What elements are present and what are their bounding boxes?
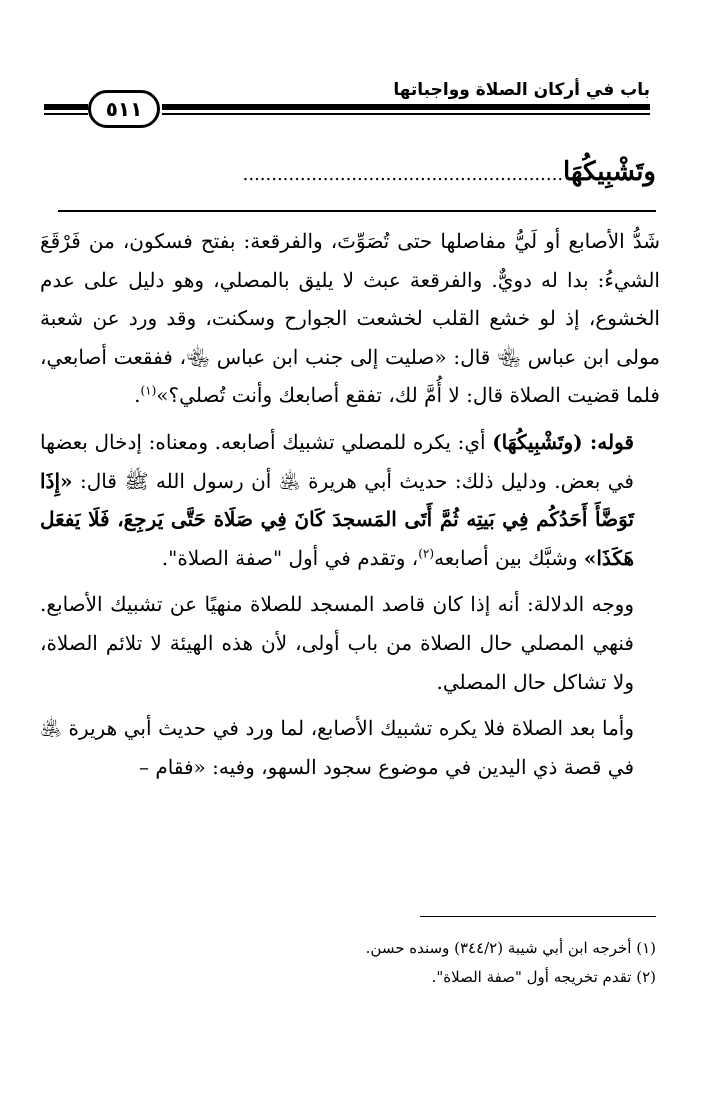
paragraph-1 [40, 222, 660, 415]
paragraph-2-end: ، وتقدم في أول "صفة الصلاة". [161, 545, 419, 570]
footnote-separator [420, 916, 656, 917]
matn-dots: ........................................................ [242, 164, 564, 185]
matn-line [40, 152, 656, 192]
header-rule-left [44, 104, 88, 118]
commentary-body [40, 222, 660, 786]
header-rule [162, 104, 650, 118]
footnote-ref-2: (٢) [418, 546, 435, 561]
paragraph-2-text: أي: يكره للمصلي تشبيك أصابعه. ومعناه: إدخال بعضها في بعض. ودليل ذلك: حديث أبي هريرة ﵁ أن رسول الله ﷺ قال: [40, 429, 634, 493]
paragraph-3: ووجه الدلالة: أنه إذا كان قاصد المسجد للصلاة منهيًا عن تشبيك الأصابع. فنهي المصلي حال الصلاة من باب أولى، لأن هذه الهيئة لا تلائم الصلاة، ولا تشاكل حال المصلي. [40, 592, 634, 694]
paragraph-1-end: . [134, 383, 141, 408]
hadith-text: «إِذَا تَوَضَّأَ أَحَدُكُم فِي بَيتِه ثُمَّ أَتَى المَسجدَ كَانَ فِي صَلَاة حَتَّى يَرجِعَ، فَلَا يَفعَل هَكَذَا» [40, 468, 634, 570]
paragraph-2-after: وشبَّك بين أصابعه [434, 545, 584, 570]
matn-word: وتَشْبِيكُهَا [563, 157, 656, 187]
footnotes [40, 934, 656, 992]
footnote-ref-1: (١) [140, 383, 157, 398]
section-divider [58, 210, 656, 212]
header-rule-thin [162, 113, 650, 115]
paragraph-2-label: قوله: (وتَشْبِيكُهَا) [492, 429, 634, 454]
paragraph-1-text: شَدُّ الأصابع أو لَيُّ مفاصلها حتى تُصَوِّتَ، والفرقعة: بفتح فسكون، من فَرْقَعَ الشيءُ: بدا له دويٌّ. والفرقعة عبث لا يليق بالمصلي، وهو دليل على عدم الخشوع، إذ لو خشع القلب لخشعت الجوارح وسكنت، وقد ورد عن شعبة مولى ابن عباس ﵄ قال: «صليت إلى جنب ابن عباس ﵄، ففقعت أصابعي، فلما قضيت الصلاة قال: لا أُمَّ لك، تفقع أصابعك وأنت تُصلي؟» [40, 229, 660, 408]
footnote-1: (١) أخرجه ابن أبي شيبة (٣٤٤/٢) وسنده حسن. [365, 939, 656, 957]
paragraph-4: وأما بعد الصلاة فلا يكره تشبيك الأصابع، لما ورد في حديث أبي هريرة ﵁ في قصة ذي اليدين في موضوع سجود السهو، وفيه: «فقام – [40, 716, 634, 779]
chapter-header: باب في أركان الصلاة وواجباتها [393, 80, 650, 100]
header-rule-left-thin [44, 113, 88, 115]
header-rule-thick [162, 104, 650, 110]
page-number: ٥١١ [88, 90, 160, 128]
paragraph-2 [40, 423, 660, 577]
header-rule-left-thick [44, 104, 88, 110]
footnote-2: (٢) تقدم تخريجه أول "صفة الصلاة". [431, 968, 656, 986]
